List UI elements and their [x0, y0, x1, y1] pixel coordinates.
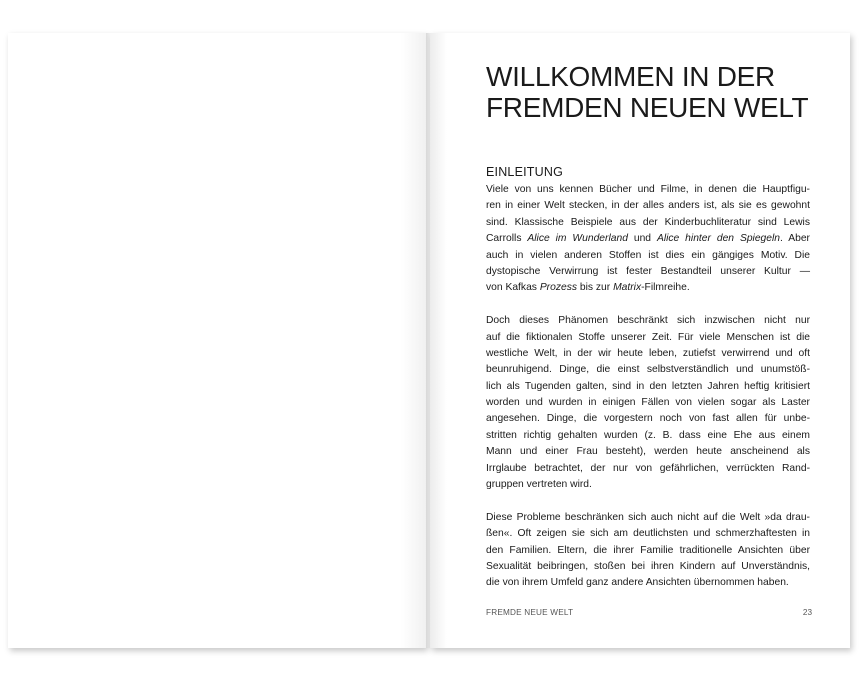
text-run: westliche Welt, in der wir heute leben, zutiefst verwirrend und oft [486, 347, 810, 359]
body-paragraph [486, 313, 810, 493]
text-line [486, 330, 810, 346]
text-line [486, 313, 810, 329]
text-run: beunruhigend. Dinge, die einst selbstverständlich und unumstöß- [486, 364, 810, 376]
text-line [486, 280, 810, 296]
text-line [486, 510, 810, 526]
text-run: ren in einer Welt stecken, in der alles anders ist, als sie es gewohnt [486, 200, 810, 212]
text-line [486, 428, 810, 444]
right-page [430, 33, 850, 648]
text-line [486, 362, 810, 378]
body-paragraph [486, 182, 810, 297]
text-run: die von ihrem Umfeld ganz andere Ansichten übernommen haben. [486, 577, 789, 589]
text-run: von Kafkas [486, 282, 540, 294]
text-run: den Familien. Eltern, die ihrer Familie traditionelle Ansichten über [486, 544, 810, 556]
text-run: auch in vielen anderen Stoffen ist dies ein gängiges Motiv. Die [486, 249, 810, 261]
text-line [486, 575, 810, 591]
text-run: gruppen vertreten wird. [486, 479, 592, 491]
section-heading: EINLEITUNG [486, 165, 564, 179]
chapter-title [486, 61, 826, 123]
text-line [486, 248, 810, 264]
text-line [486, 198, 810, 214]
text-line [486, 411, 810, 427]
text-line [486, 264, 810, 280]
text-line [486, 231, 810, 247]
text-run: . Aber [780, 233, 810, 245]
text-line [486, 346, 810, 362]
chapter-title-line: FREMDEN NEUEN WELT [486, 92, 809, 123]
text-line [486, 395, 810, 411]
text-run: Diese Probleme beschränken sich auch nicht auf die Welt »da drau- [486, 511, 810, 523]
text-run: angesehen. Dinge, die vorgestern noch von fast allen für unbe- [486, 413, 810, 425]
text-run: sind. Klassische Beispiele aus der Kinderbuchliteratur sind Lewis [486, 216, 810, 228]
running-footer-title: FREMDE NEUE WELT [486, 608, 574, 617]
text-run: Viele von uns kennen Bücher und Filme, in denen die Hauptfigu- [486, 184, 810, 195]
text-run: lich als Tugenden galten, sind in den letzten Jahren heftig kritisiert [486, 380, 810, 392]
text-line [486, 559, 810, 575]
text-line [486, 477, 810, 493]
left-page-blank [8, 33, 426, 648]
text-run: ßen«. Oft zeigen sie sich am deutlichsten und schmerzhaftesten in [486, 528, 810, 540]
italic-title: Alice im Wunderland [527, 233, 628, 245]
text-run: stritten richtig gehalten wurden (z. B. dass eine Ehe aus einem [486, 429, 810, 441]
text-line [486, 182, 810, 198]
text-line [486, 543, 810, 559]
italic-title: Alice hinter den Spiegeln [656, 233, 781, 245]
text-run: Irrglaube betrachtet, der nur von gefährlichen, verrückten Rand- [486, 462, 810, 474]
text-line [486, 215, 810, 231]
text-run: Carrolls [486, 233, 528, 245]
text-line [486, 526, 810, 542]
text-run: -Filmreihe. [641, 282, 690, 294]
chapter-title-line: WILLKOMMEN IN DER [486, 61, 775, 92]
text-run: dystopische Verwirrung ist fester Bestandteil unserer Kultur — [486, 265, 810, 277]
text-run: und [627, 233, 657, 245]
page-number: 23 [802, 608, 812, 617]
text-run: bis zur [577, 282, 614, 294]
text-run: Sexualität beibringen, stoßen bei ihren Kindern auf Unverständnis, [486, 560, 810, 572]
text-run: auf die fiktionalen Stoffe unserer Zeit. Für viele Menschen ist die [486, 331, 810, 343]
text-line [486, 379, 810, 395]
text-run: Doch dieses Phänomen beschränkt sich inzwischen nicht nur [486, 315, 810, 327]
italic-title: Prozess [539, 282, 578, 294]
text-line [486, 461, 810, 477]
body-text [486, 182, 810, 608]
text-run: worden und wurden in einigen Fällen von vielen sogar als Laster [486, 397, 810, 409]
body-paragraph [486, 510, 810, 592]
text-line [486, 444, 810, 460]
text-run: Mann und einer Frau besteht), werden heute anscheinend als [486, 446, 810, 458]
italic-title: Matrix [613, 282, 642, 294]
